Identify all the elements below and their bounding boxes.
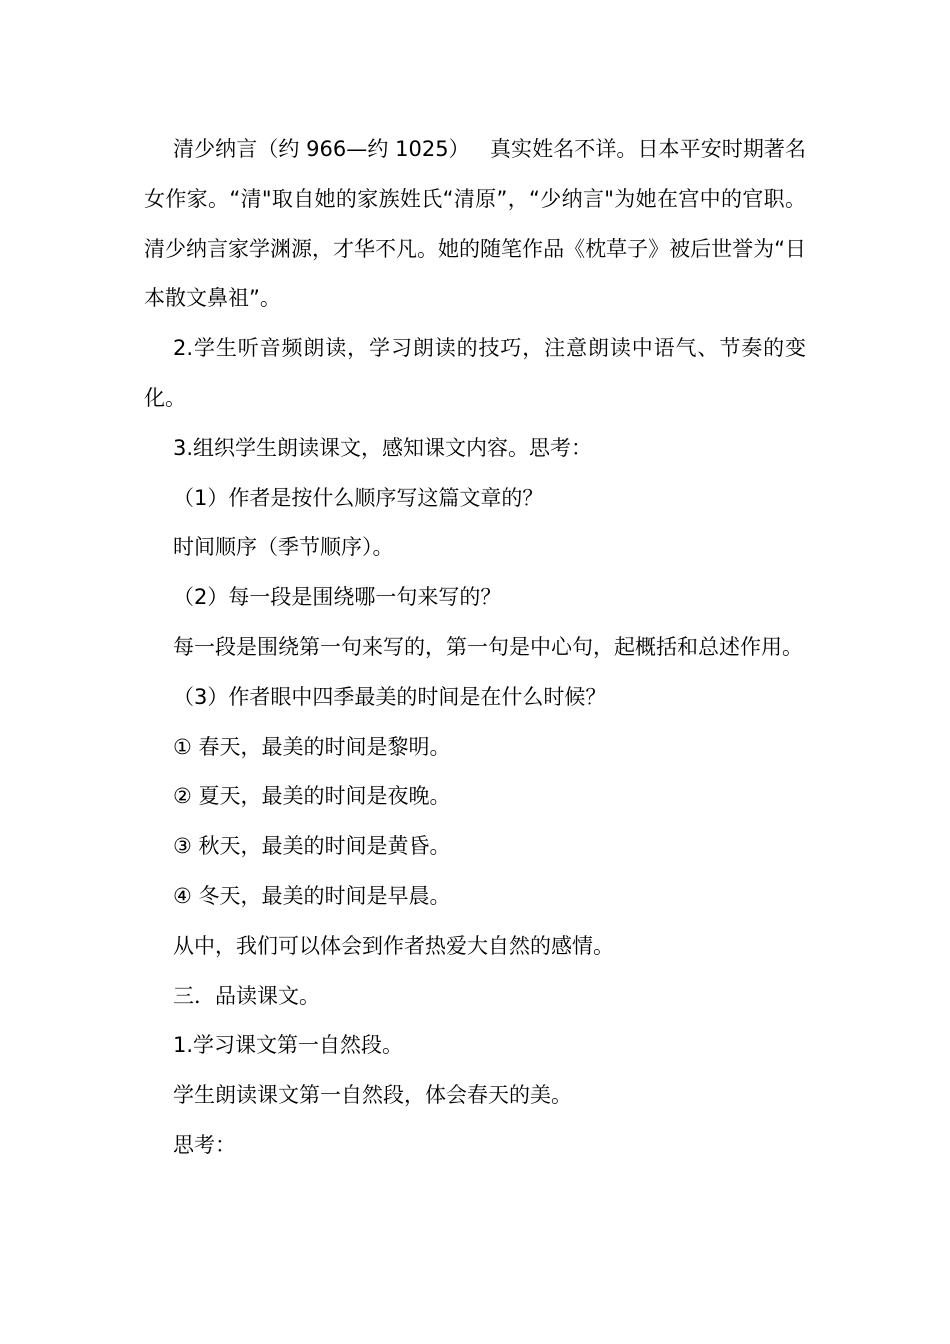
paragraph-author-intro: 清少纳言（约 966—约 1025） 真实姓名不详。日本平安时期著名女作家。“清"取自她的家族姓氏“清原”，“少纳言"为她在宫中的官职。清少纳言家学渊源，才华不凡。她的随笔作品《枕草子》被后世誉为“日本散文鼻祖”。 (144, 137, 806, 311)
paragraph-summary: 从中，我们可以体会到作者热爱大自然的感情。 (173, 933, 614, 958)
paragraph-reading-task: 学生朗读课文第一自然段，体会春天的美。 (173, 1083, 572, 1108)
paragraph-step-3-1: 1.学习课文第一自然段。 (173, 1033, 404, 1058)
section-heading-3: 三．品读课文。 (173, 983, 320, 1008)
answer-3-summer: ② 夏天，最美的时间是夜晚。 (173, 784, 451, 809)
question-1: （1）作者是按什么顺序写这篇文章的？ (173, 485, 544, 510)
answer-3-spring: ① 春天，最美的时间是黎明。 (173, 734, 451, 759)
paragraph-step-2: 2.学生听音频朗读，学习朗读的技巧，注意朗读中语气、节奏的变化。 (144, 336, 806, 410)
paragraph-step-3: 3.组织学生朗读课文，感知课文内容。思考： (173, 435, 593, 460)
question-2: （2）每一段是围绕哪一句来写的？ (173, 585, 502, 610)
answer-1: 时间顺序（季节顺序）。 (173, 535, 394, 560)
question-3: （3）作者眼中四季最美的时间是在什么时候？ (173, 684, 607, 709)
paragraph-think: 思考： (173, 1132, 236, 1157)
answer-2: 每一段是围绕第一句来写的，第一句是中心句，起概括和总述作用。 (173, 634, 803, 659)
answer-3-autumn: ③ 秋天，最美的时间是黄昏。 (173, 834, 451, 859)
document-body (144, 125, 806, 1171)
answer-3-winter: ④ 冬天，最美的时间是早晨。 (173, 883, 451, 908)
